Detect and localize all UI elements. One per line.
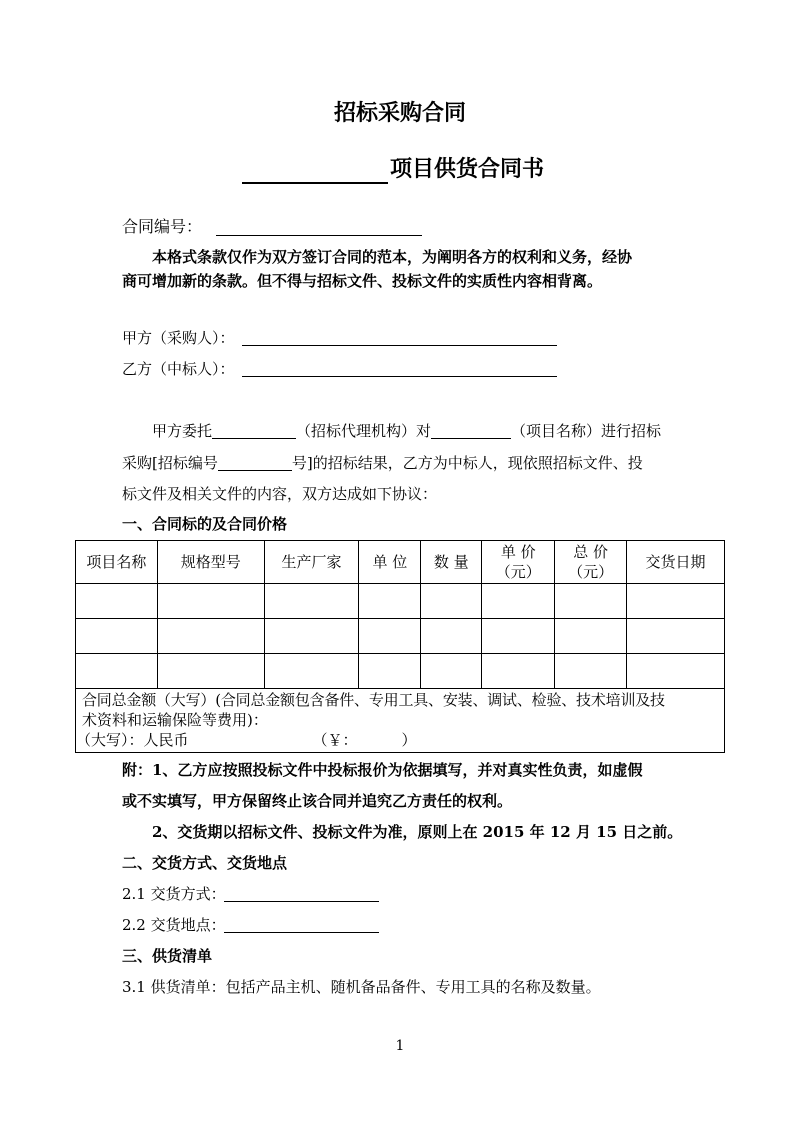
header-unit-price-line2: （元） — [495, 563, 541, 581]
header-maker: 生产厂家 — [264, 541, 359, 584]
party-b-label: 乙方（中标人）： — [122, 360, 235, 378]
supply-list-text: 3.1 供货清单：包括产品主机、随机备品备件、专用工具的名称及数量。 — [122, 978, 601, 996]
intro-agency-label: （招标代理机构）对 — [296, 422, 432, 440]
header-total-price-line2: （元） — [568, 563, 614, 581]
notice-line-1: 本格式条款仅作为双方签订合同的范本，为阐明各方的权利和义务，经协 — [152, 248, 633, 266]
header-total-price-line1: 总 价 — [573, 543, 609, 561]
header-unit: 单 位 — [359, 541, 421, 584]
table-cell[interactable] — [421, 654, 482, 689]
table-cell[interactable] — [627, 619, 725, 654]
table-cell[interactable] — [421, 584, 482, 619]
intro-entrust: 甲方委托 — [152, 422, 213, 440]
table-cell[interactable] — [555, 654, 627, 689]
table-cell[interactable] — [76, 584, 158, 619]
bid-number-field[interactable] — [218, 455, 292, 471]
header-delivery-date: 交货日期 — [627, 541, 725, 584]
header-spec: 规格型号 — [157, 541, 264, 584]
intro-line-3: 标文件及相关文件的内容，双方达成如下协议： — [122, 485, 438, 503]
page-number: 1 — [395, 1038, 405, 1054]
party-b-field[interactable] — [242, 376, 557, 377]
party-a-field[interactable] — [242, 345, 557, 346]
section-3-heading: 三、供货清单 — [122, 947, 213, 965]
subtitle-blank[interactable] — [242, 182, 388, 184]
table-cell[interactable] — [264, 654, 359, 689]
section-2-heading: 二、交货方式、交货地点 — [122, 854, 288, 872]
intro-project-label: （项目名称）进行招标 — [511, 422, 662, 440]
table-cell[interactable] — [157, 654, 264, 689]
table-cell[interactable] — [76, 654, 158, 689]
party-a-label: 甲方（采购人）： — [122, 329, 235, 347]
header-item-name: 项目名称 — [76, 541, 158, 584]
total-amount-rmb-label: （大写）：人民币 — [76, 731, 189, 749]
table-row — [76, 584, 725, 619]
agency-field[interactable] — [212, 423, 296, 439]
delivery-place-label: 2.2 交货地点： — [122, 916, 226, 934]
table-cell[interactable] — [76, 619, 158, 654]
total-amount-line-1: 合同总金额（大写）(合同总金额包含备件、专用工具、安装、调试、检验、技术培训及技 — [82, 691, 665, 709]
table-row — [76, 654, 725, 689]
total-amount-line-3 — [76, 730, 720, 750]
section-1-heading: 一、合同标的及合同价格 — [122, 515, 288, 533]
intro-line-2 — [122, 452, 643, 473]
table-cell[interactable] — [359, 584, 421, 619]
project-name-field[interactable] — [431, 423, 511, 439]
delivery-method-label: 2.1 交货方式： — [122, 885, 226, 903]
table-cell[interactable] — [264, 584, 359, 619]
table-cell[interactable] — [555, 619, 627, 654]
table-cell[interactable] — [482, 619, 555, 654]
note-line-2: 或不实填写，甲方保留终止该合同并追究乙方责任的权利。 — [122, 792, 513, 810]
table-cell[interactable] — [264, 619, 359, 654]
total-amount-yen-close: ） — [401, 731, 417, 749]
header-qty: 数 量 — [421, 541, 482, 584]
table-cell[interactable] — [482, 654, 555, 689]
note-line-1: 附：1、乙方应按照投标文件中投标报价为依据填写，并对真实性负责，如虚假 — [122, 761, 643, 779]
table-cell[interactable] — [359, 619, 421, 654]
table-cell[interactable] — [627, 654, 725, 689]
total-amount-line-2: 术资料和运输保险等费用)： — [82, 711, 268, 729]
table-cell[interactable] — [482, 584, 555, 619]
header-total-price — [555, 541, 627, 584]
intro-bid-no-label: 采购[招标编号 — [122, 454, 218, 472]
total-amount-cell[interactable] — [76, 689, 725, 753]
intro-line-1 — [152, 420, 661, 441]
total-amount-yen-label: （￥： — [312, 731, 358, 749]
delivery-method-field[interactable] — [224, 901, 379, 902]
note-line-3: 2、交货期以招标文件、投标文件为准，原则上在 2015 年 12 月 15 日之前。 — [152, 823, 683, 841]
table-cell[interactable] — [421, 619, 482, 654]
page-title: 招标采购合同 — [333, 100, 466, 126]
notice-line-2: 商可增加新的条款。但不得与招标文件、投标文件的实质性内容相背离。 — [122, 272, 603, 290]
document-subtitle: 项目供货合同书 — [390, 156, 545, 182]
table-row — [76, 619, 725, 654]
delivery-place-field[interactable] — [224, 932, 379, 933]
contract-number-label: 合同编号： — [122, 217, 203, 236]
items-table — [75, 540, 725, 753]
table-cell[interactable] — [555, 584, 627, 619]
table-header-row — [76, 541, 725, 584]
table-cell[interactable] — [359, 654, 421, 689]
intro-bid-result: 号]的招标结果，乙方为中标人，现依照招标文件、投 — [291, 454, 643, 472]
contract-number-field[interactable] — [216, 235, 422, 236]
table-cell[interactable] — [157, 584, 264, 619]
table-cell[interactable] — [627, 584, 725, 619]
table-cell[interactable] — [157, 619, 264, 654]
header-unit-price-line1: 单 价 — [500, 543, 536, 561]
total-amount-row — [76, 689, 725, 753]
header-unit-price — [482, 541, 555, 584]
